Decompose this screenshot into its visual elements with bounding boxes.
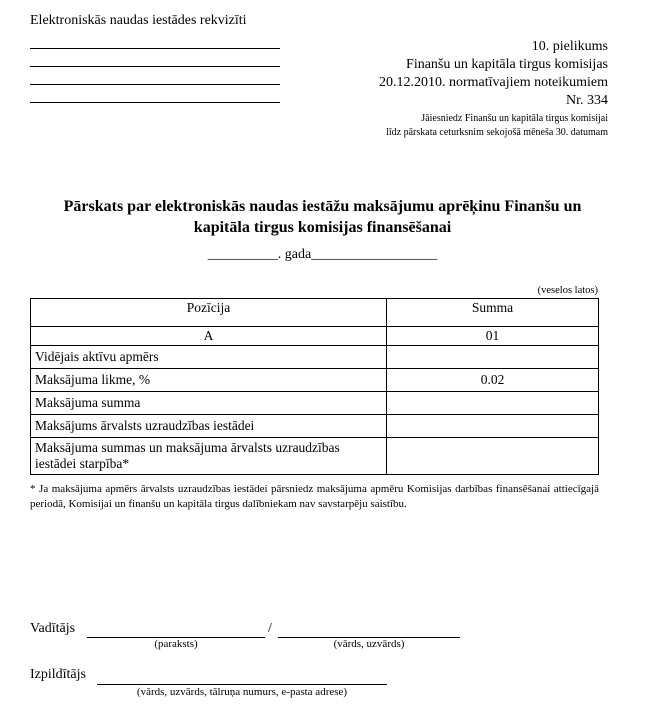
requisites-line-1	[30, 48, 280, 49]
requisites-line-3	[30, 84, 280, 85]
annex-reg-number: Nr. 334	[566, 93, 608, 108]
table-code-row	[31, 327, 599, 346]
executor-label: Izpildītājs	[30, 667, 86, 682]
signature-separator: /	[268, 621, 272, 636]
requisites-line-2	[30, 66, 280, 67]
row-label: Maksājuma likme, %	[31, 369, 387, 392]
row-label: Maksājuma summa	[31, 392, 387, 415]
row-label: Maksājuma summas un maksājuma ārvalsts uzraudzības iestādei starpība*	[31, 438, 387, 475]
annex-number: 10. pielikums	[531, 39, 608, 54]
row-value-input[interactable]: 0.02	[387, 369, 599, 392]
units-note: (veselos latos)	[537, 285, 598, 296]
footnote: * Ja maksājuma apmērs ārvalsts uzraudzības iestādei pārsniedz maksājuma apmēru Komisijas darbības finansēšanai attiecīgajā periodā, Komisijai un finanšu un kapitāla tirgus dalībniekam nav savstarpēju saistību.	[30, 483, 599, 510]
annex-regulation: 20.12.2010. normatīvajiem noteikumiem	[378, 75, 608, 90]
table-row	[31, 438, 599, 475]
header-position: Pozīcija	[31, 299, 387, 327]
row-value-input[interactable]	[387, 438, 599, 475]
report-year-line: __________. gada__________________	[207, 247, 438, 262]
requisites-line-4	[30, 102, 280, 103]
requisites-title: Elektroniskās naudas iestādes rekvizīti	[30, 13, 247, 28]
row-value-input[interactable]	[387, 415, 599, 438]
annex-submit-line-1: Jāiesniedz Finanšu un kapitāla tirgus komisijai	[421, 113, 608, 124]
table-row	[31, 346, 599, 369]
row-value-input[interactable]	[387, 346, 599, 369]
annex-commission: Finanšu un kapitāla tirgus komisijas	[406, 57, 608, 72]
row-value-input[interactable]	[387, 392, 599, 415]
code-amount: 01	[387, 327, 599, 346]
row-label: Maksājums ārvalsts uzraudzības iestādei	[31, 415, 387, 438]
report-table	[30, 298, 599, 475]
table-row	[31, 369, 599, 392]
name-caption: (vārds, uzvārds)	[333, 638, 405, 650]
table-row	[31, 392, 599, 415]
row-label: Vidējais aktīvu apmērs	[31, 346, 387, 369]
table-header-row	[31, 299, 599, 327]
header-amount: Summa	[387, 299, 599, 327]
code-position: A	[31, 327, 387, 346]
head-label: Vadītājs	[30, 621, 76, 636]
executor-line[interactable]	[97, 684, 387, 685]
annex-submit-line-2: līdz pārskata ceturksnim sekojošā mēneša 30. datumam	[386, 127, 608, 138]
table-row	[31, 415, 599, 438]
signature-caption: (paraksts)	[154, 638, 198, 650]
report-title	[20, 196, 625, 238]
report-title-line-1: Pārskats par elektroniskās naudas iestāžu maksājumu aprēķinu Finanšu un	[63, 198, 582, 215]
report-title-line-2: kapitāla tirgus komisijas finansēšanai	[193, 219, 452, 236]
executor-caption: (vārds, uzvārds, tālruņa numurs, e-pasta adrese)	[136, 686, 348, 698]
